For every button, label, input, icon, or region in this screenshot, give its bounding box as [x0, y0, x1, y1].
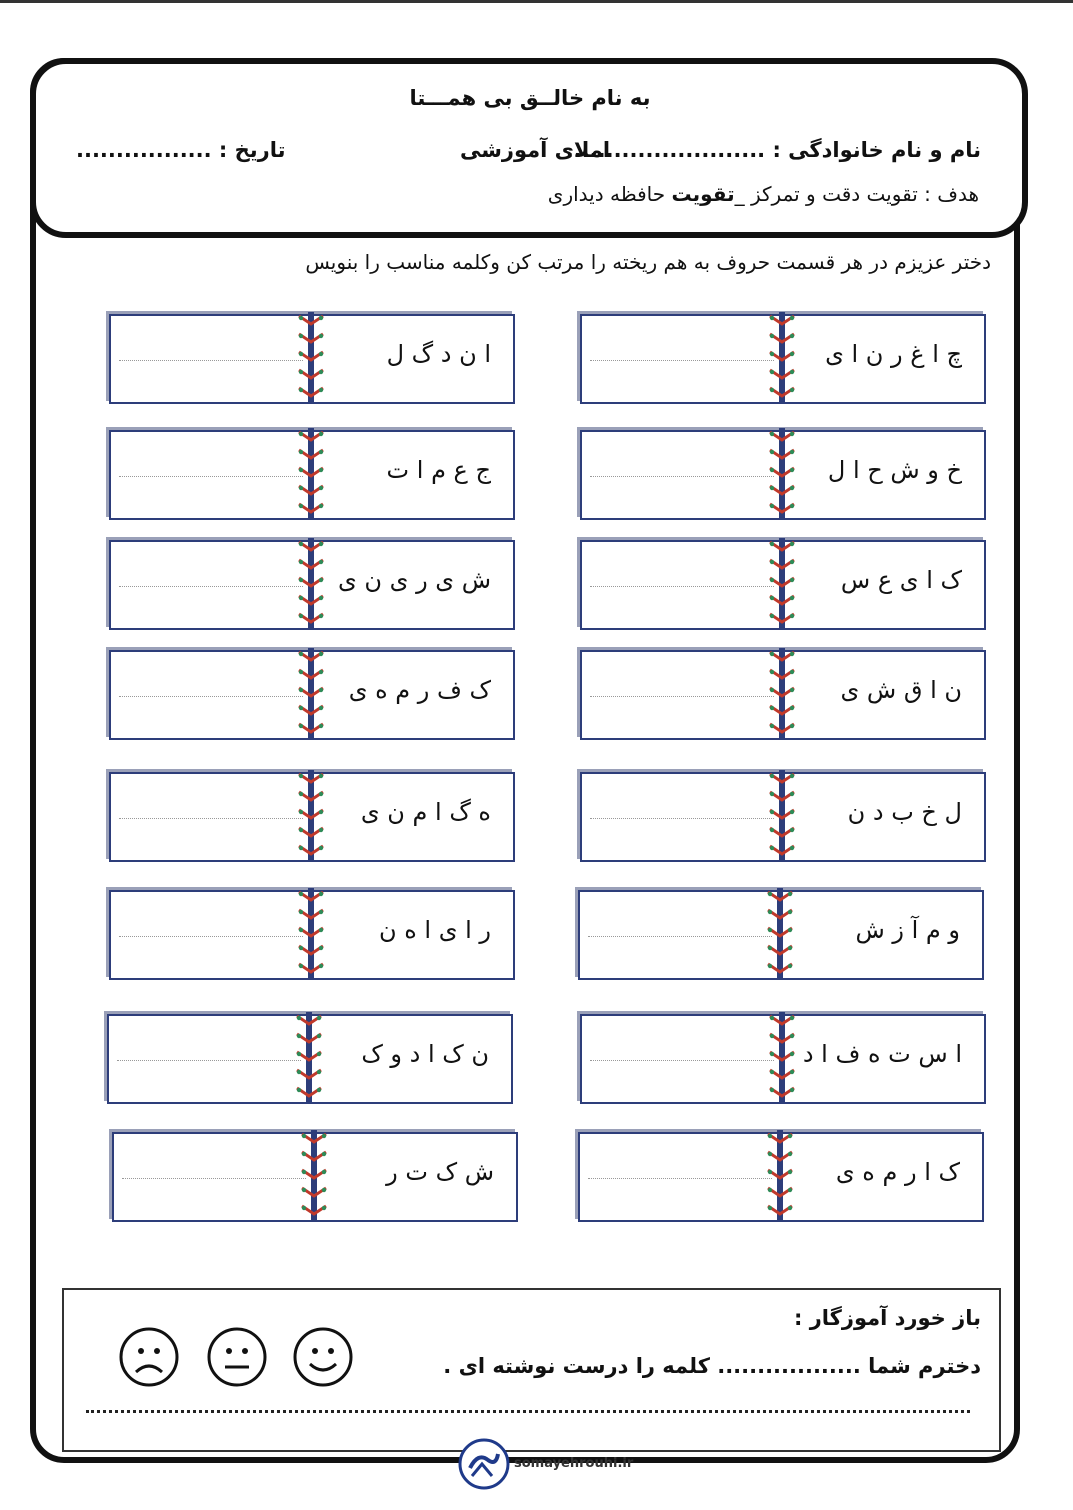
answer-line[interactable] — [590, 476, 774, 477]
answer-line[interactable] — [590, 818, 774, 819]
happy-face-icon[interactable] — [292, 1326, 354, 1388]
scrambled-word: ن ا ق ش ی — [840, 676, 962, 704]
answer-line[interactable] — [590, 696, 774, 697]
answer-line[interactable] — [119, 360, 303, 361]
word-card — [112, 1132, 518, 1222]
spiral-binding-icon — [307, 540, 315, 630]
spiral-binding-icon — [305, 1014, 313, 1104]
word-card — [578, 1132, 984, 1222]
top-border — [0, 0, 1073, 3]
answer-line[interactable] — [122, 1178, 306, 1179]
subject-title: املای آموزشی — [460, 138, 611, 162]
instruction-text: دختر عزیزم در هر قسمت حروف به هم ریخته را مرتب کن وکلمه مناسب را بنویس — [305, 250, 991, 274]
watermark-site: somayehrouhi.ir — [514, 1456, 634, 1471]
scrambled-word: ک ف ر م ه ی — [348, 676, 491, 704]
answer-line[interactable] — [590, 360, 774, 361]
spiral-binding-icon — [307, 314, 315, 404]
spiral-binding-icon — [778, 650, 786, 740]
spiral-binding-icon — [307, 430, 315, 520]
feedback-dotted-line — [86, 1410, 970, 1413]
spiral-binding-icon — [778, 430, 786, 520]
scrambled-word: ا ن د گ ل — [386, 340, 491, 368]
scrambled-word: چ ا غ ر ن ا ی — [825, 340, 962, 368]
word-card — [109, 540, 515, 630]
spiral-binding-icon — [307, 772, 315, 862]
answer-line[interactable] — [588, 936, 772, 937]
word-card — [580, 430, 986, 520]
scrambled-word: ه گ ا م ن ی — [360, 798, 491, 826]
scrambled-word: خ و ش ح ا ل — [827, 456, 962, 484]
scrambled-word: ن ک ا د و ک — [361, 1040, 489, 1068]
spiral-binding-icon — [307, 890, 315, 980]
answer-line[interactable] — [119, 936, 303, 937]
word-card — [109, 314, 515, 404]
word-card — [107, 1014, 513, 1104]
spiral-binding-icon — [778, 772, 786, 862]
spiral-binding-icon — [778, 540, 786, 630]
spiral-binding-icon — [307, 650, 315, 740]
date-field: تاریخ : ................. — [76, 138, 286, 162]
word-card — [109, 430, 515, 520]
scrambled-word: ش ی ر ی ن ی — [337, 566, 491, 594]
scrambled-word: ک ا ر م ه ی — [835, 1158, 960, 1186]
neutral-face-icon[interactable] — [206, 1326, 268, 1388]
answer-line[interactable] — [119, 818, 303, 819]
spiral-binding-icon — [776, 890, 784, 980]
student-name-field: نام و نام خانوادگی : ......................... — [565, 138, 981, 162]
answer-line[interactable] — [117, 1060, 301, 1061]
answer-line[interactable] — [590, 1060, 774, 1061]
answer-line[interactable] — [590, 586, 774, 587]
word-card — [580, 772, 986, 862]
sad-face-icon[interactable] — [118, 1326, 180, 1388]
word-card — [580, 540, 986, 630]
scrambled-word: ج ع م ا ت — [386, 456, 491, 484]
spiral-binding-icon — [778, 314, 786, 404]
scrambled-word: ر ا ی ا ه ن — [378, 916, 491, 944]
word-card — [578, 890, 984, 980]
feedback-label: باز خورد آموزگار : — [793, 1306, 981, 1330]
goal-text: هدف : تقویت دقت و تمرکز _تقویت حافظه دیداری — [547, 182, 979, 206]
spiral-binding-icon — [778, 1014, 786, 1104]
answer-line[interactable] — [119, 476, 303, 477]
scrambled-word: و م آ ز ش — [855, 916, 960, 944]
answer-line[interactable] — [119, 586, 303, 587]
spiral-binding-icon — [776, 1132, 784, 1222]
page-title: به نام خالــق بی همـــتا — [409, 86, 651, 110]
answer-line[interactable] — [119, 696, 303, 697]
scrambled-word: ش ک ت ر — [386, 1158, 494, 1186]
answer-line[interactable] — [588, 1178, 772, 1179]
scrambled-word: ل خ ب د ن — [847, 798, 962, 826]
feedback-text: دخترم شما .................. کلمه را درست نوشته ای . — [443, 1354, 981, 1378]
word-card — [109, 650, 515, 740]
word-card — [580, 650, 986, 740]
word-card — [580, 1014, 986, 1104]
scrambled-word: ک ا ی ع س — [840, 566, 962, 594]
word-card — [580, 314, 986, 404]
spiral-binding-icon — [310, 1132, 318, 1222]
logo-icon — [458, 1438, 510, 1490]
word-card — [109, 772, 515, 862]
word-card — [109, 890, 515, 980]
scrambled-word: ا س ت ه ف ا د — [802, 1040, 962, 1068]
